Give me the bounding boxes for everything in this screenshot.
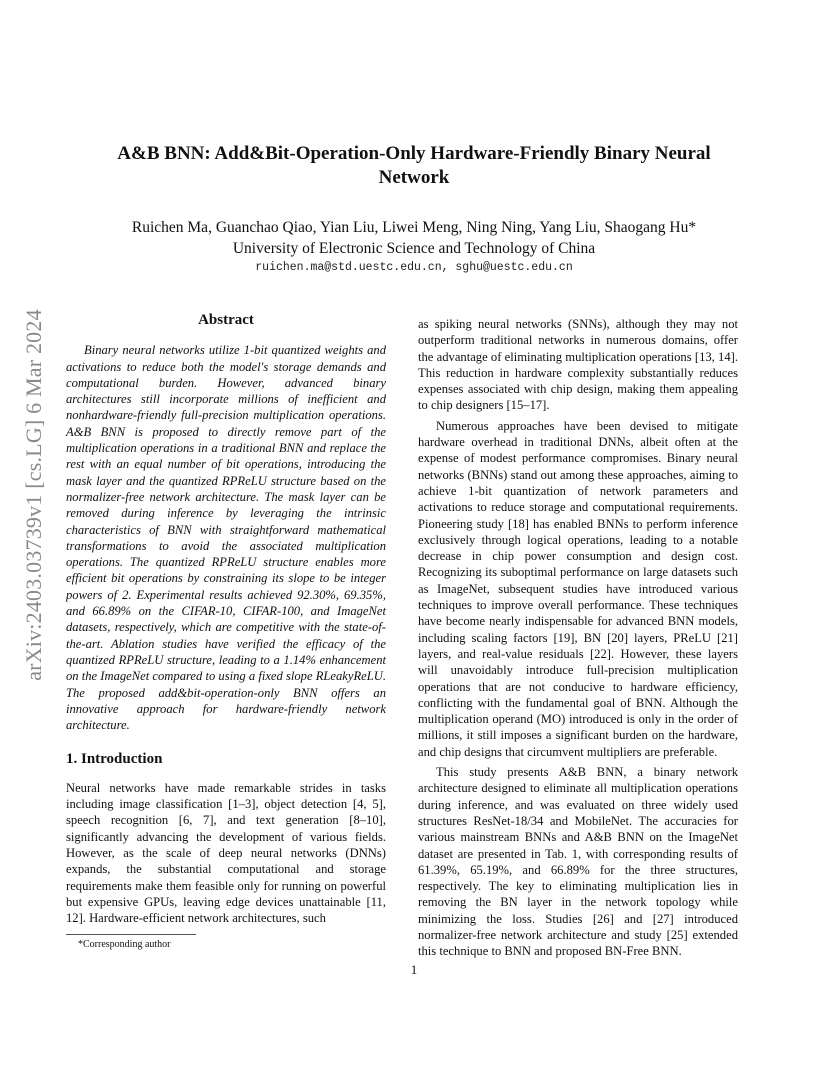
paper-title: A&B BNN: Add&Bit-Operation-Only Hardware-Friendly Binary Neural Network (117, 143, 711, 188)
introduction-paragraph: Neural networks have made remarkable strides in tasks including image classification [1–3], object detection [4, 5], speech recognition [6, 7], and text generation [8–10], significantly advancing the development of various fields. However, as the scale of deep neural networks (DNNs) expands, the substantial computational and storage requirements make them feasible only for running on powerful but expensive GPUs, leaving edge devices unattainable [11, 12]. Hardware-efficient network architectures, such (66, 780, 386, 926)
footnote-divider (66, 934, 196, 935)
affiliation: University of Electronic Science and Technology of China (232, 240, 596, 257)
author-emails: ruichen.ma@std.uestc.edu.cn, sghu@uestc.edu.cn (255, 261, 573, 274)
page-number: 1 (410, 962, 418, 977)
footnote-corresponding-author: *Corresponding author (78, 939, 171, 951)
author-list: Ruichen Ma, Guanchao Qiao, Yian Liu, Liwei Meng, Ning Ning, Yang Liu, Shaogang Hu* (131, 219, 697, 236)
abstract-text: Binary neural networks utilize 1-bit quantized weights and activations to reduce both the model's storage demands and computational burden. However, advanced binary architectures still incorporate millions of inefficient and nonhardware-friendly full-precision multiplication operations. A&B BNN is proposed to directly remove part of the multiplication operations in a traditional BNN and replace the rest with an equal number of bit operations, introducing the mask layer and the quantized RPReLU structure based on the normalizer-free network architecture. The mask layer can be removed during inference by leveraging the intrinsic characteristics of BNN with straightforward mathematical transformations to avoid the associated multiplication operations. The quantized RPReLU structure enables more efficient bit operations by constraining its slope to be integer powers of 2. Experimental results achieved 92.30%, 69.35%, and 66.89% on the CIFAR-10, CIFAR-100, and ImageNet datasets, respectively, which are competitive with the state-of-the-art. Ablation studies have verified the efficacy of the quantized RPReLU structure, leading to a 1.14% enhancement on the ImageNet compared to using a fixed slope RLeakyReLU. The proposed add&bit-operation-only BNN offers an innovative approach for hardware-friendly network architecture. (66, 343, 386, 733)
right-paragraph-2: Numerous approaches have been devised to mitigate hardware overhead in traditional DNNs, albeit often at the expense of modest performance compromises. Binary neural networks (BNNs) stand out among these approaches, aiming to achieve 1-bit quantization of network parameters and activations to reduce storage and computational requirements. Pioneering study [18] has enabled BNNs to perform inference exclusively through logical operations, leading to a notable decrease in chip power consumption and design cost. Recognizing its suboptimal performance on large datasets such as ImageNet, subsequent studies have introduced various techniques to improve overall performance. These techniques have become nearly indispensable for advanced BNN models, including scaling factors [19], BN [20] layers, PReLU [21] layers, and real-value residuals [22]. However, these layers will unavoidably introduce full-precision multiplication operations that are not conducive to hardware efficiency, conflicting with the fundamental goal of BNN. Although the multiplication operand (MO) introduced is only in the order of millions, it still imposes a significant burden on the hardware, and chip designs that circumvent multipliers are preferable. (418, 418, 738, 759)
abstract-heading: Abstract (198, 312, 254, 328)
author-block (80, 217, 748, 259)
arxiv-identifier-stamp (12, 290, 56, 700)
right-column (418, 316, 738, 964)
introduction-heading: 1. Introduction (66, 751, 163, 768)
right-paragraph-1: as spiking neural networks (SNNs), although they may not outperform traditional networks in numerous domains, offer the advantage of eliminating multiplication operations [13, 14]. This reduction in hardware complexity substantially reduces expenses associated with chip design, making them appealing to chip designers [15–17]. (418, 317, 738, 413)
arxiv-identifier-text: arXiv:2403.03739v1 [cs.LG] 6 Mar 2024 (21, 309, 46, 681)
right-paragraph-3: This study presents A&B BNN, a binary network architecture designed to eliminate all multiplication operations during inference, and was evaluated on three widely used structures ResNet-18/34 and MobileNet. The accuracies for various mainstream BNNs and A&B BNN on the ImageNet dataset are presented in Tab. 1, with corresponding results of 61.39%, 65.19%, and 66.89% for the three structures, respectively. The key to eliminating multiplication lies in removing the BN layer in the network topology while minimizing the loss. Studies [26] and [27] introduced normalizer-free network architecture and study [25] extended this technique to BNN and proposed BN-Free BNN. (418, 765, 738, 959)
left-column (66, 312, 386, 954)
